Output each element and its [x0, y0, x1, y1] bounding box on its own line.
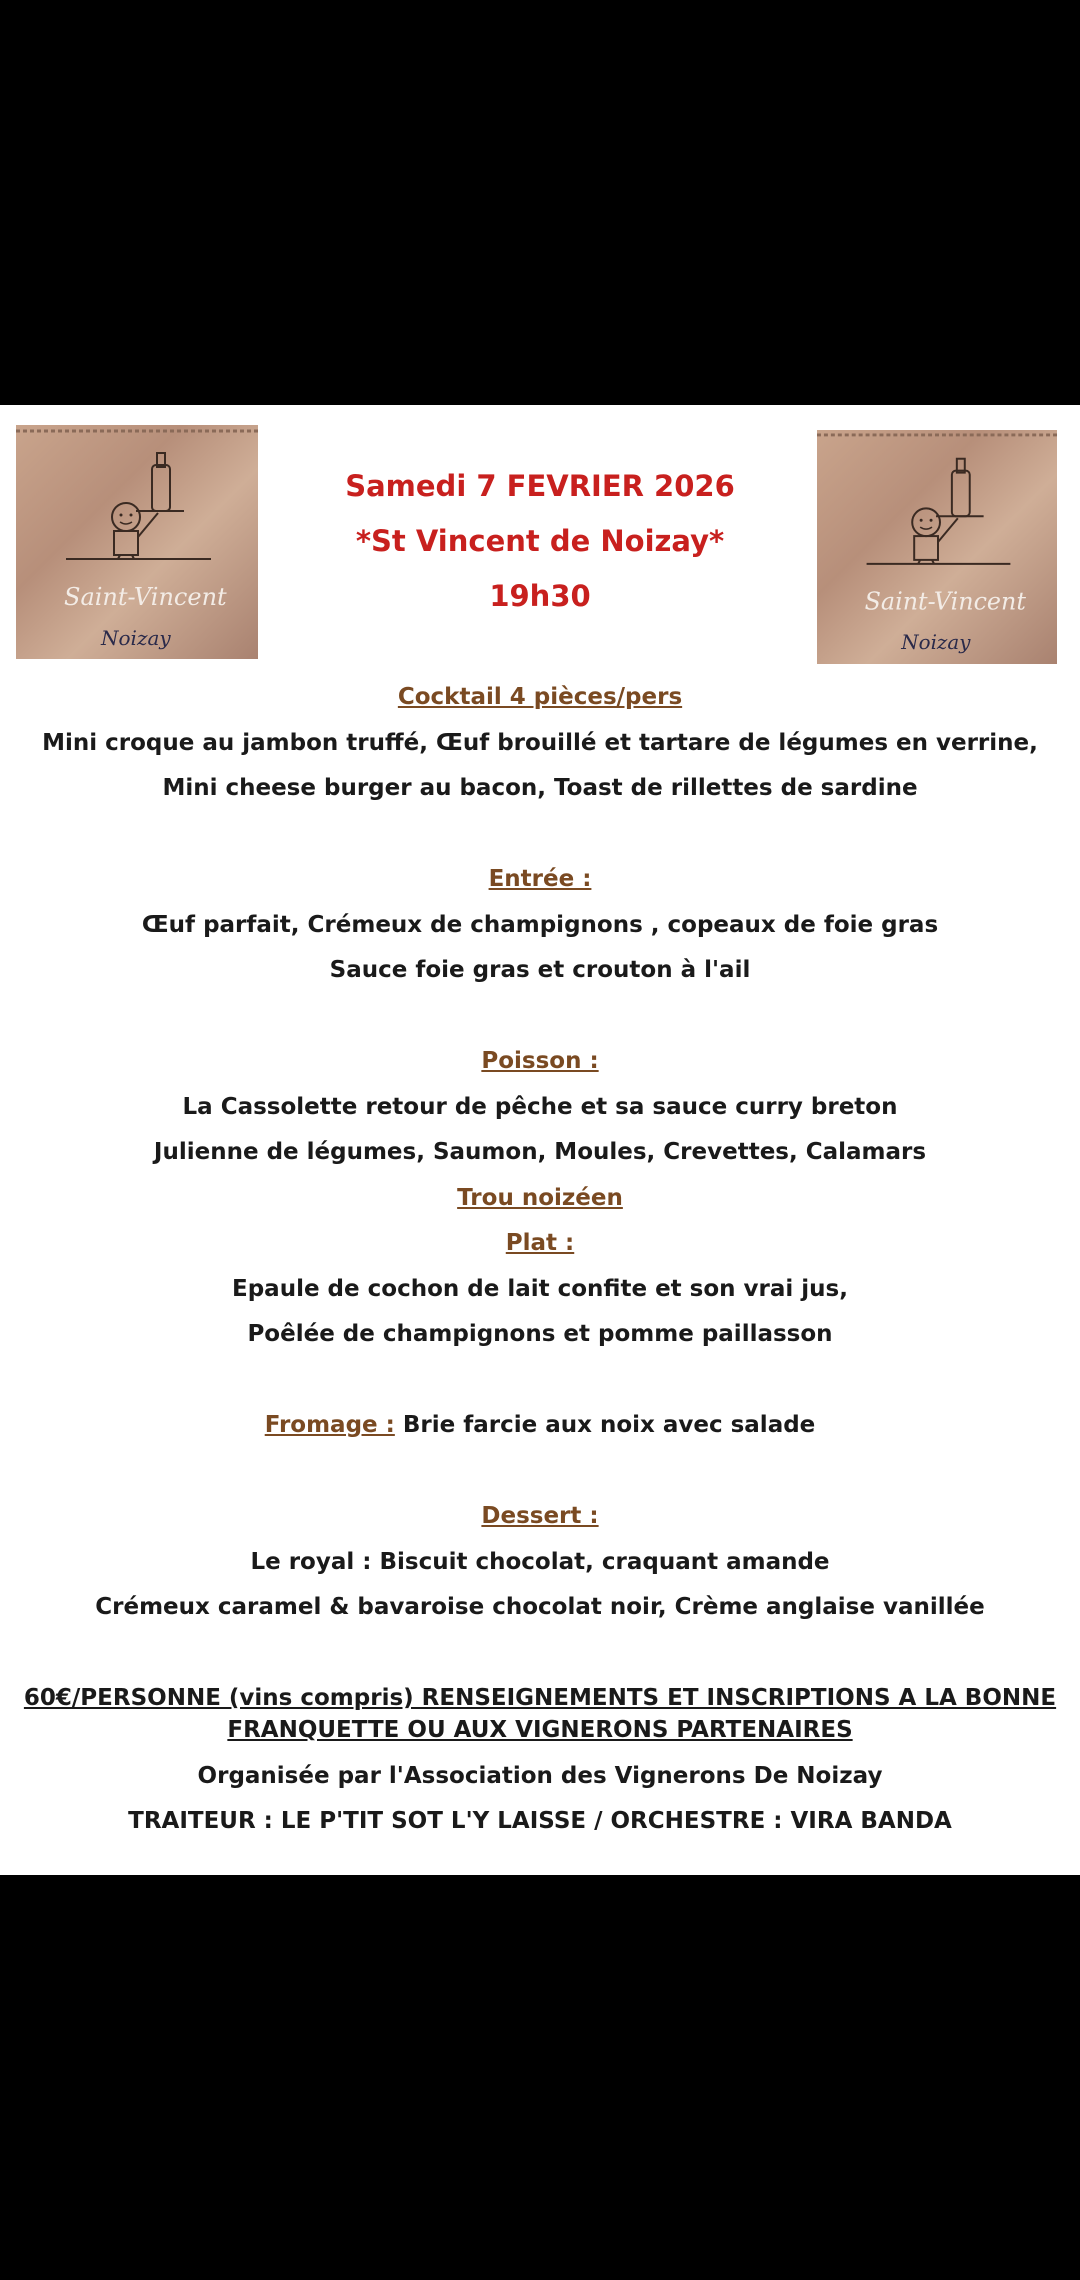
- event-date: Samedi 7 FEVRIER 2026: [345, 469, 735, 503]
- section-title-fromage: Fromage :: [264, 1412, 395, 1438]
- logo-text-line2: Noizay: [901, 631, 971, 655]
- entree-line-1: Œuf parfait, Crémeux de champignons , copeaux de foie gras: [141, 912, 939, 938]
- section-title-trou-noizeen: Trou noizéen: [457, 1185, 623, 1211]
- dessert-line-1: Le royal : Biscuit chocolat, craquant amande: [250, 1549, 830, 1575]
- logo-text-line2: Noizay: [101, 626, 171, 650]
- plat-line-2: Poêlée de champignons et pomme paillasson: [247, 1321, 833, 1347]
- section-title-cocktail: Cocktail 4 pièces/pers: [397, 684, 683, 710]
- section-title-poisson: Poisson :: [481, 1048, 599, 1074]
- logo-text-line1: Saint-Vincent: [64, 583, 227, 611]
- menu-document: [0, 405, 1080, 1875]
- entree-line-2: Sauce foie gras et crouton à l'ail: [329, 957, 751, 983]
- cocktail-line-1: Mini croque au jambon truffé, Œuf brouillé et tartare de légumes en verrine,: [42, 730, 1038, 756]
- section-title-entree: Entrée :: [488, 866, 592, 892]
- dessert-line-2: Crémeux caramel & bavaroise chocolat noir, Crème anglaise vanillée: [95, 1594, 985, 1620]
- section-title-dessert: Dessert :: [481, 1503, 599, 1529]
- fromage-line: [0, 1412, 1080, 1438]
- poisson-line-2: Julienne de légumes, Saumon, Moules, Crevettes, Calamars: [153, 1139, 927, 1165]
- event-name: *St Vincent de Noizay*: [355, 524, 725, 558]
- price-info-line-1: 60€/PERSONNE (vins compris) RENSEIGNEMENTS ET INSCRIPTIONS A LA BONNE: [23, 1685, 1057, 1711]
- cocktail-line-2: Mini cheese burger au bacon, Toast de rillettes de sardine: [162, 775, 918, 801]
- fromage-text: Brie farcie aux noix avec salade: [394, 1412, 816, 1438]
- price-info-line-2: FRANQUETTE OU AUX VIGNERONS PARTENAIRES: [227, 1717, 853, 1743]
- credits-line: TRAITEUR : LE P'TIT SOT L'Y LAISSE / ORCHESTRE : VIRA BANDA: [128, 1808, 952, 1834]
- event-time: 19h30: [489, 579, 591, 613]
- section-title-plat: Plat :: [505, 1230, 575, 1256]
- logo-text-line1: Saint-Vincent: [864, 587, 1026, 616]
- organizer-line: Organisée par l'Association des Vignerons De Noizay: [197, 1763, 883, 1789]
- poisson-line-1: La Cassolette retour de pêche et sa sauce curry breton: [182, 1094, 898, 1120]
- plat-line-1: Epaule de cochon de lait confite et son vrai jus,: [232, 1276, 848, 1302]
